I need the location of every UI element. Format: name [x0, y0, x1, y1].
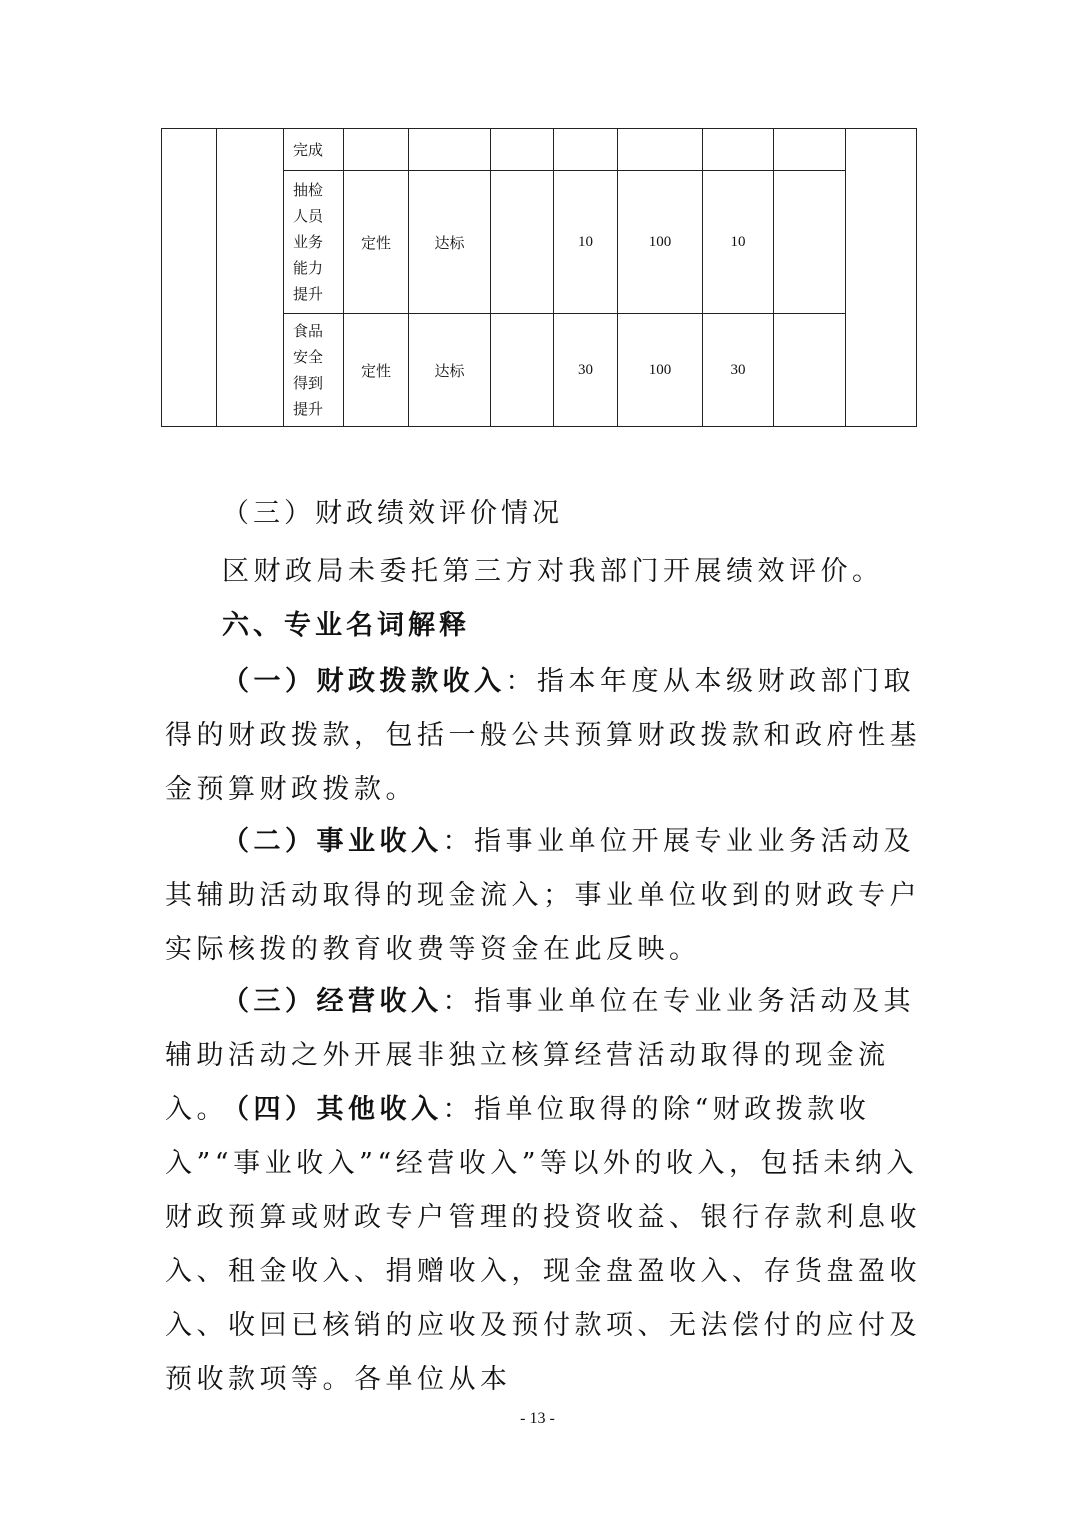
table-cell — [491, 171, 554, 314]
term-definition: （四）其他收入：指单位取得的除“财政拨款收入”“事业收入”“经营收入”等以外的收入，包括未纳入财政预算或财政专户管理的投资收益、银行存款利息收入、租金收入、捐赠收入，现金盘盈收入、存货盘盈收入、收回已核销的应收及预付款项、无法偿付的应付及预收款项等。各单位从本 — [165, 1094, 921, 1395]
table-cell — [162, 129, 217, 427]
indicator-remark — [774, 129, 846, 171]
indicator-score-rate: 100 — [618, 314, 703, 427]
indicator-name: 完成 — [284, 129, 344, 171]
page-number: - 13 - — [520, 1410, 555, 1427]
table-cell — [491, 129, 554, 171]
indicator-type — [344, 129, 409, 171]
indicator-standard: 达标 — [409, 171, 491, 314]
indicator-score: 10 — [703, 171, 774, 314]
indicator-weight: 10 — [554, 171, 618, 314]
performance-table — [161, 128, 917, 427]
indicator-name: 食品 安全 得到 提升 — [284, 314, 344, 427]
indicator-weight — [554, 129, 618, 171]
table-cell — [491, 314, 554, 427]
table-cell — [846, 129, 917, 427]
indicator-standard — [409, 129, 491, 171]
indicator-type: 定性 — [344, 171, 409, 314]
indicator-remark — [774, 171, 846, 314]
paragraph: 区财政局未委托第三方对我部门开展绩效评价。 — [222, 556, 884, 587]
indicator-score: 30 — [703, 314, 774, 427]
indicator-score-rate: 100 — [618, 171, 703, 314]
indicator-remark — [774, 314, 846, 427]
term-definition: （二）事业收入：指事业单位开展专业业务活动及其辅助活动取得的现金流入；事业单位收到的财政专户实际核拨的教育收费等资金在此反映。 — [165, 826, 921, 965]
term-definition: （一）财政拨款收入：指本年度从本级财政部门取得的财政拨款，包括一般公共预算财政拨款和政府性基金预算财政拨款。 — [165, 666, 921, 805]
indicator-standard: 达标 — [409, 314, 491, 427]
section-heading: （三）财政绩效评价情况 — [222, 498, 563, 529]
indicator-score-rate — [618, 129, 703, 171]
table-cell — [217, 129, 284, 427]
indicator-name: 抽检 人员 业务 能力 提升 — [284, 171, 344, 314]
table-row — [162, 129, 917, 171]
term-definition: （三）经营收入：指事业单位在专业业务活动及其辅助活动之外开展非独立核算经营活动取得的现金流入。 — [165, 986, 915, 1125]
indicator-weight: 30 — [554, 314, 618, 427]
indicator-score — [703, 129, 774, 171]
section-heading: 六、专业名词解释 — [222, 610, 470, 641]
indicator-type: 定性 — [344, 314, 409, 427]
